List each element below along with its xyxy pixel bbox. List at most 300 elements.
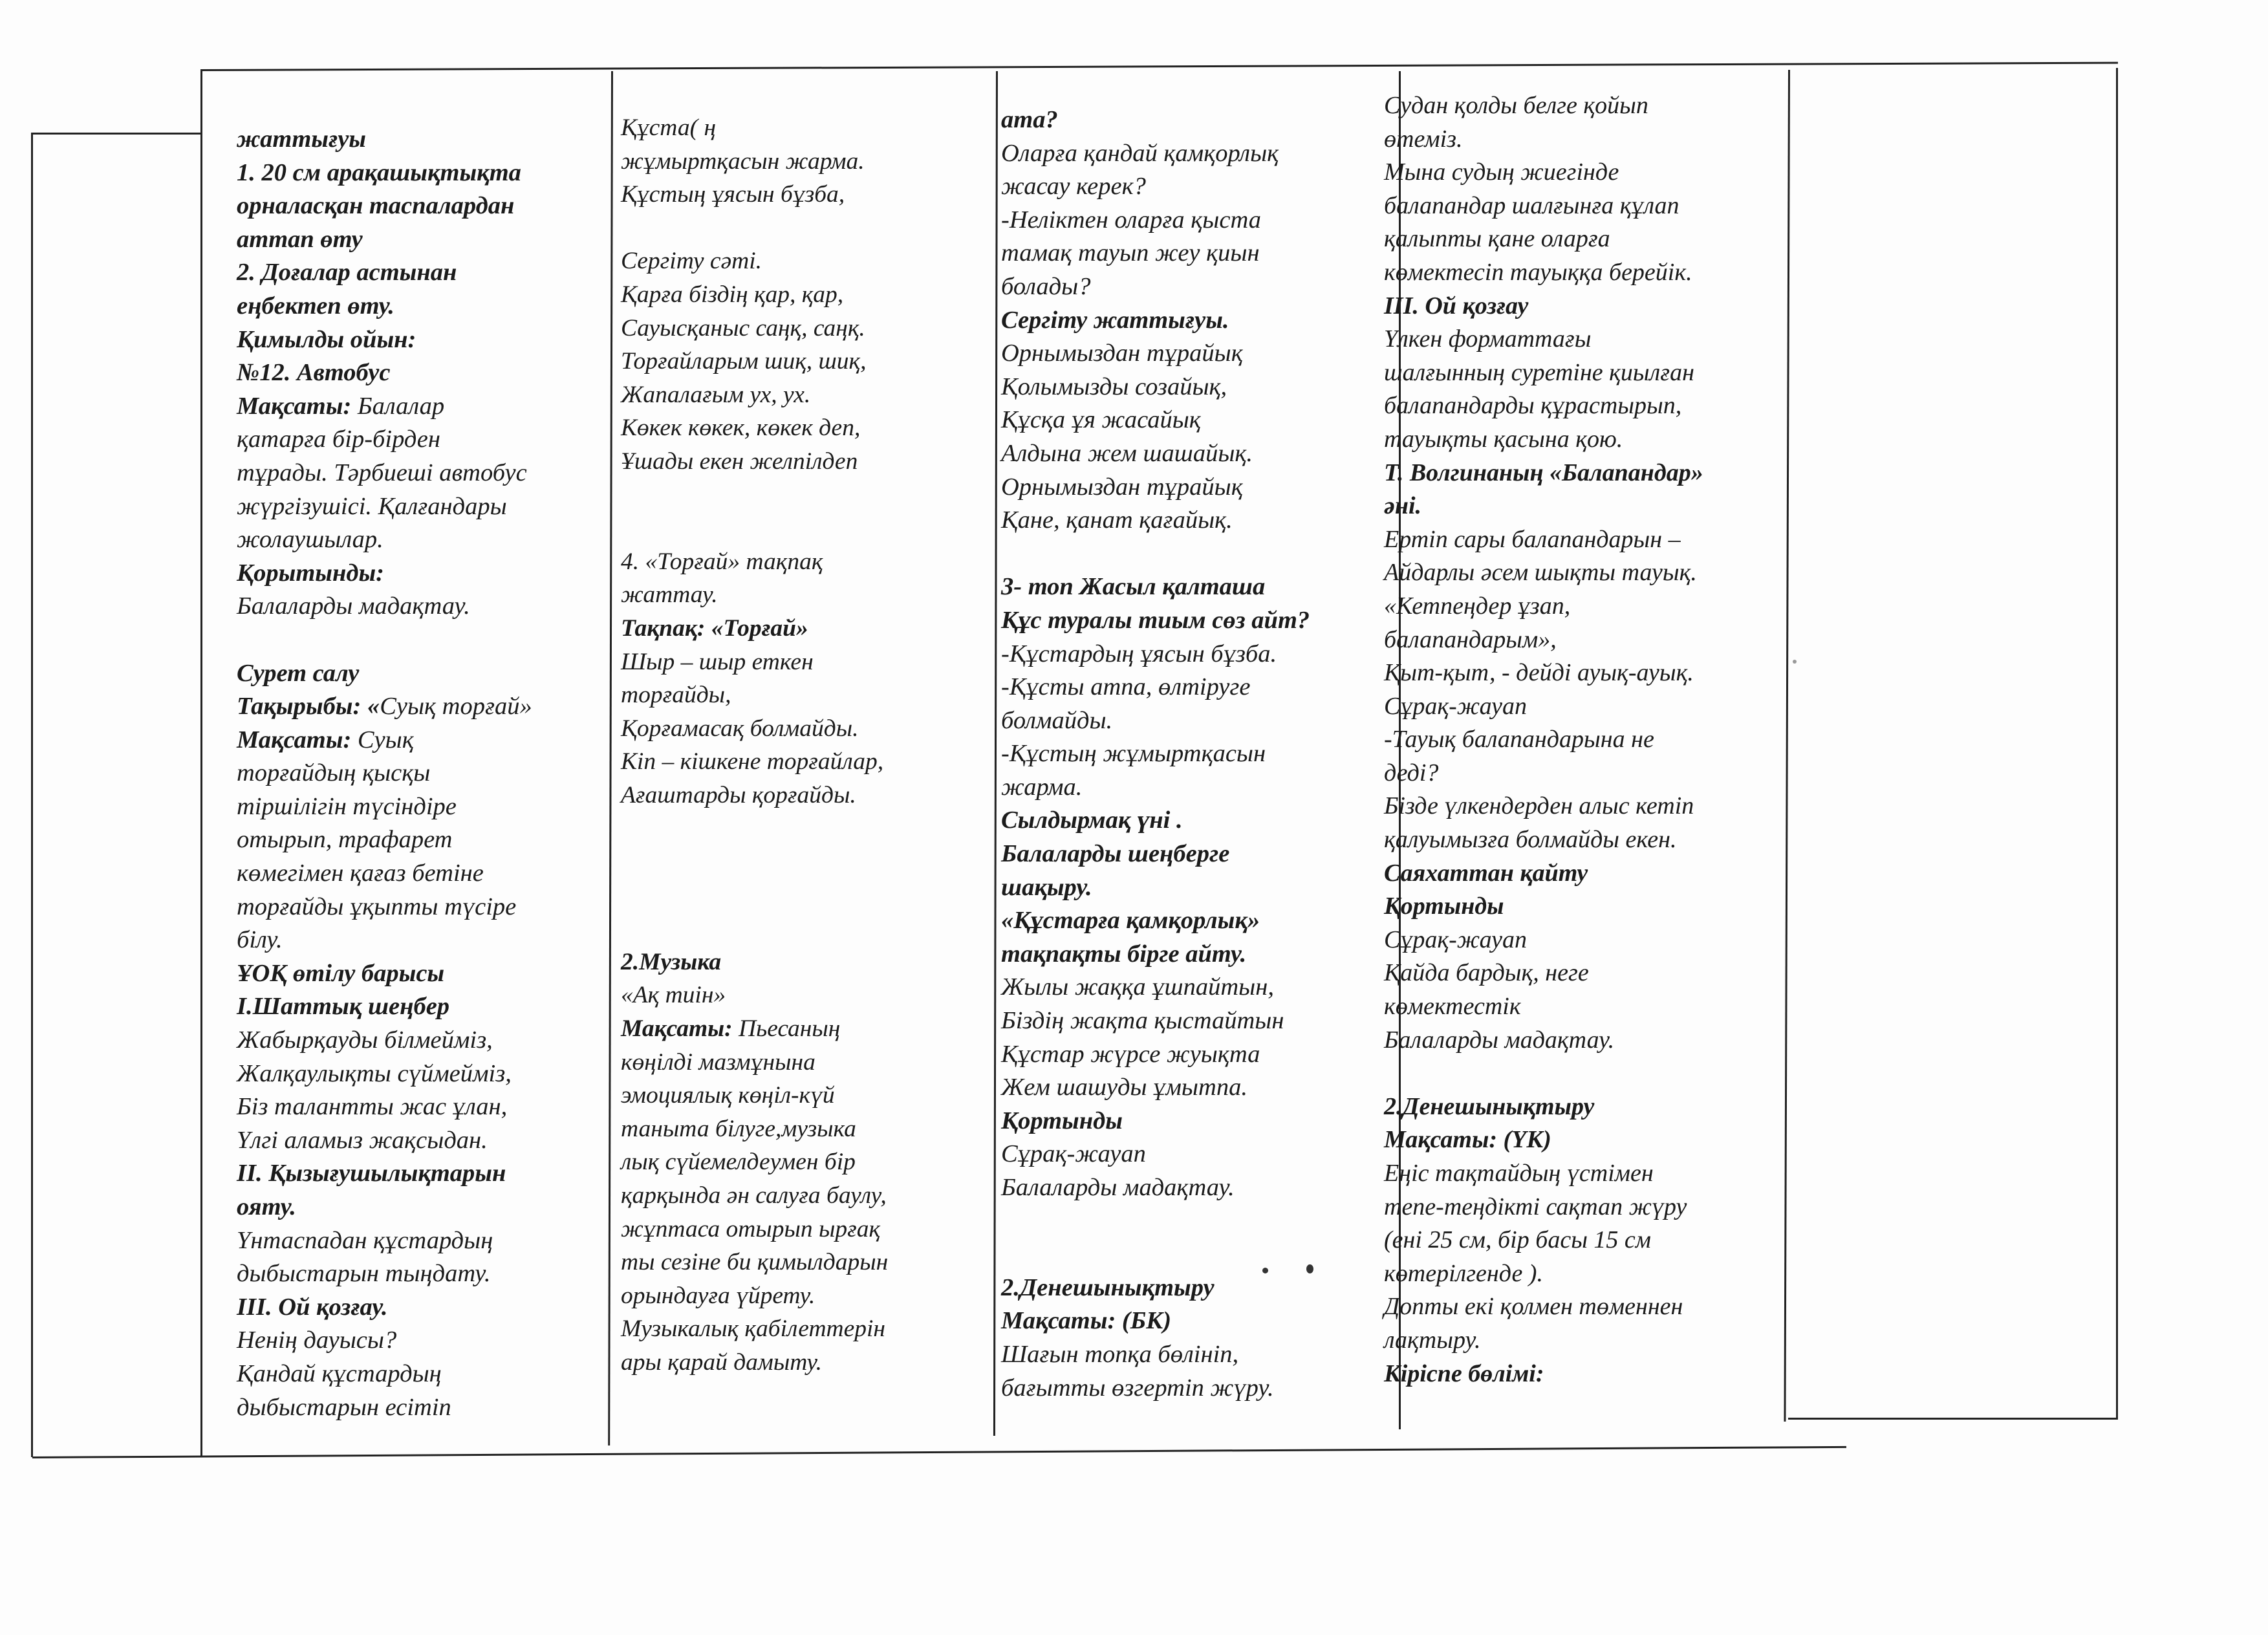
body-text: Алдына жем шашайық.: [1001, 439, 1253, 467]
bold-text: Мақсаты: (БК): [1001, 1307, 1172, 1335]
table-top-border: [200, 62, 2118, 71]
text-line: [1384, 1324, 1703, 1358]
bold-text: Қортынды: [1001, 1107, 1123, 1134]
text-line: [237, 891, 532, 924]
bold-text: 2.Денешынықтыру: [1384, 1092, 1595, 1120]
text-line: [621, 1179, 888, 1213]
body-text: ары қарай дамыту.: [621, 1348, 823, 1376]
body-text: дыбыстарын тыңдату.: [237, 1260, 491, 1288]
col-divider-1: [200, 71, 202, 1456]
bold-text: Қимылды ойын:: [237, 325, 416, 353]
bold-text: шақыру.: [1001, 873, 1092, 901]
text-line: [1384, 590, 1703, 623]
body-text: эмоциялық көңіл-күй: [621, 1082, 835, 1109]
body-text: Пьесаның: [732, 1015, 841, 1043]
text-line: [1384, 723, 1703, 757]
body-text: Айдарлы әсем шықты тауық.: [1384, 559, 1697, 587]
text-line: [1001, 838, 1310, 871]
text-line: [621, 1246, 888, 1279]
body-text: көңілді мазмұнына: [621, 1048, 815, 1076]
text-line: [1001, 971, 1310, 1004]
body-text: -Құстардың ұясын бұзба.: [1001, 640, 1277, 667]
bold-text: Мақсаты:: [621, 1015, 733, 1043]
body-text: Ағаштарды қорғайды.: [621, 781, 856, 808]
blank-line: [1001, 537, 1310, 571]
body-text: жаттау.: [621, 581, 718, 609]
text-line: [1001, 604, 1310, 638]
text-line: [1384, 690, 1703, 724]
bold-text: Тақырыбы: «: [237, 693, 380, 720]
text-line: [1384, 290, 1703, 323]
scan-speck: [1262, 1268, 1268, 1273]
text-line: [237, 157, 532, 190]
text-line: [1384, 1123, 1703, 1157]
body-text: тамақ тауып жеу қиын: [1001, 239, 1260, 267]
text-line: [237, 323, 532, 357]
body-text: балапандарым»,: [1384, 625, 1557, 653]
column-2-text: [237, 123, 532, 1424]
bold-text: жаттығуы: [237, 125, 367, 153]
body-text: «Ақ тиін»: [621, 982, 726, 1009]
text-line: [621, 411, 888, 445]
text-line: [621, 111, 888, 145]
text-line: [1001, 804, 1310, 838]
body-text: торғайды,: [621, 682, 731, 709]
body-text: Кіп – кішкене торғайлар,: [621, 748, 884, 775]
bold-text: Мақсаты:: [237, 726, 352, 753]
bold-text: Саяхаттан қайту: [1384, 859, 1588, 887]
text-line: [237, 957, 532, 991]
text-line: [1384, 656, 1703, 690]
body-text: өтеміз.: [1384, 125, 1463, 153]
body-text: Оларға қандай қамқорлық: [1001, 139, 1279, 167]
text-line: [1001, 771, 1310, 805]
body-text: тұрады. Тәрбиеші автобус: [237, 459, 527, 486]
text-line: [621, 378, 888, 412]
scan-speck: [1306, 1264, 1313, 1273]
table-top-border-left: [32, 133, 202, 135]
body-text: қалыпты қане оларға: [1384, 225, 1610, 253]
text-line: [1001, 404, 1310, 437]
text-line: [237, 857, 532, 891]
body-text: (ені 25 см, бір басы 15 см: [1384, 1226, 1652, 1254]
text-line: [621, 312, 888, 345]
bold-text: Қортынды: [1384, 893, 1504, 920]
blank-line: [1384, 1057, 1703, 1090]
text-line: [237, 290, 532, 323]
body-text: балапандар шалғынға құлап: [1384, 191, 1679, 219]
blank-line: [621, 479, 888, 512]
text-line: [1384, 1090, 1703, 1124]
blank-line: [621, 879, 888, 913]
body-text: Жем шашуды ұмытпа.: [1001, 1074, 1247, 1101]
body-text: Жапалағым ух, ух.: [621, 381, 811, 408]
body-text: жүргізушісі. Қалғандары: [237, 492, 507, 520]
text-line: [1384, 890, 1703, 924]
body-text: көмектестік: [1384, 993, 1521, 1021]
text-line: [1384, 389, 1703, 423]
text-line: [1001, 1372, 1310, 1405]
text-line: [1384, 1191, 1703, 1224]
body-text: Қыт-қыт, - дейді ауық-ауық.: [1384, 659, 1694, 687]
body-text: дыбыстарын есітіп: [237, 1393, 451, 1421]
body-text: таныта білуге,музыка: [621, 1115, 856, 1142]
body-text: Үнтаспадан құстардың: [237, 1226, 493, 1254]
body-text: Қане, қанат қағайық.: [1001, 506, 1233, 534]
body-text: торғайды ұқыпты түсіре: [237, 893, 517, 920]
text-line: [1001, 1272, 1310, 1305]
text-line: [1001, 103, 1310, 137]
body-text: Қорғамасақ болмайды.: [621, 715, 859, 742]
text-line: [621, 612, 888, 645]
text-line: [1001, 638, 1310, 671]
text-line: [1001, 137, 1310, 171]
text-line: [237, 189, 532, 223]
text-line: [237, 724, 532, 757]
text-line: [1001, 237, 1310, 270]
bold-text: Балаларды шеңберге: [1001, 840, 1230, 868]
text-line: [1001, 204, 1310, 237]
col-divider-5: [1784, 70, 1790, 1422]
body-text: Біз талантты жас ұлан,: [237, 1093, 508, 1121]
text-line: [621, 979, 888, 1012]
body-text: 4. «Торғай» тақпақ: [621, 548, 823, 575]
text-line: [1384, 323, 1703, 356]
body-text: қатарға бір-бірден: [237, 426, 440, 453]
text-line: [237, 423, 532, 457]
body-text: Қарға біздің қар, қар,: [621, 281, 844, 308]
text-line: [1001, 1004, 1310, 1038]
bold-text: 2.Музыка: [621, 948, 722, 975]
body-text: Торғайларым шиқ, шиқ,: [621, 348, 867, 375]
body-text: Жылы жаққа ұшпайтын,: [1001, 973, 1274, 1001]
col-divider-3: [993, 71, 998, 1436]
bold-text: №12. Автобус: [237, 359, 391, 387]
text-line: [237, 1324, 532, 1358]
text-line: [237, 1358, 532, 1391]
text-line: [237, 823, 532, 857]
body-text: балапандарды құрастырып,: [1384, 392, 1682, 420]
text-line: [621, 1079, 888, 1112]
text-line: [1384, 757, 1703, 790]
text-line: [237, 256, 532, 290]
body-text: Мына судың жиегінде: [1384, 158, 1619, 186]
text-line: [1384, 490, 1703, 523]
table-bottom-right: [1788, 1418, 2118, 1420]
body-text: болмайды.: [1001, 706, 1113, 734]
blank-line: [1001, 1205, 1310, 1239]
text-line: [621, 145, 888, 179]
text-line: [1384, 123, 1703, 157]
body-text: Қандай құстардың: [237, 1359, 442, 1387]
text-line: [621, 1012, 888, 1046]
blank-line: [1001, 1238, 1310, 1272]
text-line: [1001, 1105, 1310, 1138]
body-text: Бізде үлкендерден алыс кетіп: [1384, 792, 1694, 820]
text-line: [1384, 1358, 1703, 1391]
body-text: Сұрақ-жауап: [1001, 1140, 1146, 1168]
text-line: [237, 223, 532, 257]
text-line: [237, 490, 532, 524]
text-line: [621, 946, 888, 979]
body-text: тауықты қасына қою.: [1384, 425, 1623, 453]
table-bottom-border: [32, 1446, 1846, 1458]
text-line: [1384, 356, 1703, 390]
bold-text: III. Ой қозғау: [1384, 292, 1529, 319]
text-line: [1001, 1171, 1310, 1205]
text-line: [621, 345, 888, 378]
bold-text: Қорытынды:: [237, 559, 384, 587]
text-line: [237, 390, 532, 424]
body-text: көмектесіп тауыққа берейік.: [1384, 258, 1692, 286]
bold-text: ояту.: [237, 1193, 296, 1220]
body-text: Ненің дауысы?: [237, 1326, 397, 1354]
text-line: [237, 1191, 532, 1224]
text-line: [1001, 871, 1310, 905]
body-text: Допты екі қолмен төменнен: [1384, 1293, 1683, 1321]
text-line: [237, 557, 532, 590]
text-line: [237, 1090, 532, 1124]
text-line: [621, 1145, 888, 1179]
text-line: [1001, 1305, 1310, 1338]
text-line: [621, 178, 888, 211]
text-line: [1384, 1024, 1703, 1057]
body-text: қарқында ән салуға баулу,: [621, 1182, 887, 1209]
text-line: [237, 790, 532, 824]
body-text: -Тауық балапандарына не: [1384, 726, 1654, 753]
body-text: Балалар: [351, 392, 445, 420]
bold-text: 2.Денешынықтыру: [1001, 1273, 1215, 1301]
text-line: [1384, 924, 1703, 957]
text-line: [1001, 504, 1310, 537]
text-line: [621, 545, 888, 579]
text-line: [237, 924, 532, 957]
body-text: жасау керек?: [1001, 173, 1146, 200]
text-line: [1001, 938, 1310, 971]
text-line: [1384, 423, 1703, 457]
body-text: -Құсты атпа, өлтіруге: [1001, 673, 1251, 701]
text-line: [1384, 523, 1703, 557]
text-line: [621, 712, 888, 746]
text-line: [1001, 671, 1310, 704]
body-text: Ертіп сары балапандарын –: [1384, 525, 1681, 553]
blank-line: [237, 623, 532, 657]
col-divider-2: [608, 71, 613, 1446]
body-text: Құстың ұясын бұзба,: [621, 181, 845, 208]
body-text: Балаларды мадақтау.: [1384, 1026, 1615, 1054]
bold-text: 2. Доғалар астынан: [237, 259, 457, 287]
bold-text: 1. 20 см арақашықтықта: [237, 158, 521, 186]
text-line: [237, 1257, 532, 1291]
column-4-text: [1001, 103, 1310, 1405]
text-line: [237, 1224, 532, 1258]
text-line: [237, 123, 532, 157]
table-right-border: [2116, 68, 2118, 1418]
bold-text: ҰОҚ өтілу барысы: [237, 959, 445, 987]
body-text: -Құстың жұмыртқасын: [1001, 740, 1266, 768]
bold-text: Мақсаты:: [237, 392, 352, 420]
bold-text: ата?: [1001, 106, 1058, 133]
bold-text: Т. Волгинаның «Балапандар»: [1384, 459, 1703, 486]
text-line: [621, 1046, 888, 1079]
bold-text: Сергіту жаттығуы.: [1001, 306, 1229, 334]
blank-line: [621, 512, 888, 545]
text-line: [1001, 437, 1310, 471]
text-line: [621, 244, 888, 278]
body-text: орындауға үйрету.: [621, 1282, 815, 1309]
body-text: Құсқа ұя жасайық: [1001, 406, 1201, 434]
bold-text: III. Ой қозғау.: [237, 1293, 388, 1321]
text-line: [621, 645, 888, 679]
text-line: [1001, 737, 1310, 771]
body-text: Музыкалық қабілеттерін: [621, 1316, 886, 1343]
body-text: ты сезіне би қимылдарын: [621, 1249, 889, 1276]
text-line: [1001, 1338, 1310, 1372]
body-text: Шағын топқа бөлініп,: [1001, 1340, 1239, 1368]
body-text: тіршілігін түсіндіре: [237, 792, 457, 820]
text-line: [1001, 904, 1310, 938]
bold-text: Сылдырмақ үні .: [1001, 807, 1183, 834]
body-text: Судан қолды белге қойып: [1384, 92, 1648, 119]
body-text: жолаушылар.: [237, 526, 383, 554]
bold-text: орналасқан таспалардан: [237, 192, 515, 220]
text-line: [1001, 1038, 1310, 1072]
text-line: [1384, 823, 1703, 857]
body-text: Жабырқауды білмейміз,: [237, 1026, 493, 1054]
bold-text: Мақсаты: (ҮК): [1384, 1126, 1551, 1154]
text-line: [1384, 1224, 1703, 1257]
text-line: [621, 1346, 888, 1380]
text-line: [621, 445, 888, 479]
text-line: [1001, 170, 1310, 204]
body-text: жұптаса отырып ырғақ: [621, 1215, 881, 1242]
text-line: [1384, 156, 1703, 189]
body-text: деді?: [1384, 759, 1439, 786]
body-text: Қайда бардық, неге: [1384, 959, 1589, 987]
column-5-text: [1384, 89, 1703, 1391]
body-text: отырып, трафарет: [237, 826, 453, 854]
bold-text: I.Шаттық шеңбер: [237, 993, 450, 1021]
body-text: Қолымызды созайық,: [1001, 373, 1227, 400]
bold-text: Сурет салу: [237, 659, 360, 687]
text-line: [1001, 304, 1310, 338]
text-line: [237, 1024, 532, 1057]
text-line: [237, 457, 532, 490]
body-text: қалуымызға болмайды екен.: [1384, 826, 1677, 854]
text-line: [1384, 990, 1703, 1024]
bold-text: Кіріспе бөлімі:: [1384, 1359, 1544, 1387]
body-text: Сергіту сәті.: [621, 248, 762, 275]
table-left-border: [31, 133, 33, 1457]
text-line: [1001, 337, 1310, 371]
body-text: торғайдың қысқы: [237, 759, 431, 787]
body-text: «Кетпеңдер ұзап,: [1384, 592, 1571, 620]
blank-line: [621, 812, 888, 845]
text-line: [1384, 790, 1703, 823]
body-text: Құстар жүрсе жуықта: [1001, 1040, 1260, 1068]
body-text: Шыр – шыр еткен: [621, 648, 814, 675]
text-line: [1384, 556, 1703, 590]
text-line: [237, 1291, 532, 1325]
body-text: жарма.: [1001, 773, 1083, 801]
text-line: [1001, 371, 1310, 404]
text-line: [1384, 256, 1703, 290]
text-line: [1384, 857, 1703, 891]
body-text: көтерілгенде ).: [1384, 1259, 1543, 1287]
text-line: [237, 523, 532, 557]
text-line: [1384, 189, 1703, 223]
bold-text: 3- топ Жасыл қалташа: [1001, 573, 1266, 601]
body-text: Ұшады екен желпілдеп: [621, 448, 858, 475]
body-text: білу.: [237, 926, 283, 954]
text-line: [1384, 1157, 1703, 1191]
body-text: лақтыру.: [1384, 1326, 1481, 1354]
column-3-text: [621, 111, 888, 1380]
text-line: [621, 1112, 888, 1146]
text-line: [237, 590, 532, 623]
bold-text: аттап өту: [237, 225, 363, 253]
body-text: тепе-теңдікті сақтап жүру: [1384, 1193, 1687, 1220]
text-line: [1001, 471, 1310, 504]
text-line: [621, 745, 888, 779]
body-text: Сұрақ-жауап: [1384, 692, 1527, 720]
bold-text: Құс туралы тиым сөз айт?: [1001, 606, 1310, 634]
body-text: Орнымыздан тұрайық: [1001, 340, 1243, 367]
text-line: [237, 990, 532, 1024]
body-text: Сауысқаныс саңқ, саңқ.: [621, 314, 865, 341]
body-text: Сұрақ-жауап: [1384, 926, 1527, 953]
text-line: [237, 690, 532, 724]
text-line: [621, 1213, 888, 1246]
text-line: [1001, 1071, 1310, 1105]
text-line: [1384, 457, 1703, 490]
body-text: Орнымыздан тұрайық: [1001, 473, 1243, 501]
text-line: [237, 1157, 532, 1191]
text-line: [621, 678, 888, 712]
text-line: [237, 1124, 532, 1158]
body-text: Суық торғай»: [380, 693, 532, 720]
blank-line: [621, 912, 888, 946]
text-line: [237, 1057, 532, 1091]
scan-speck: [1793, 660, 1797, 664]
body-text: Еңіс тақтайдың үстімен: [1384, 1160, 1654, 1187]
body-text: жұмыртқасын жарма.: [621, 147, 865, 175]
body-text: лық сүйемелдеумен бір: [621, 1149, 856, 1176]
body-text: Құста( ң: [621, 114, 717, 141]
text-line: [237, 1391, 532, 1425]
text-line: [1001, 270, 1310, 304]
body-text: Балаларды мадақтау.: [237, 592, 470, 620]
bold-text: тақпақты бірге айту.: [1001, 940, 1247, 968]
text-line: [1001, 570, 1310, 604]
text-line: [237, 356, 532, 390]
text-line: [621, 578, 888, 612]
bold-text: II. Қызығушылықтарын: [237, 1160, 506, 1187]
body-text: Көкек көкек, көкек деп,: [621, 415, 861, 442]
text-line: [237, 757, 532, 790]
body-text: Жалқаулықты сүймейміз,: [237, 1059, 512, 1087]
body-text: шалғынның суретіне қиылған: [1384, 358, 1694, 386]
body-text: -Неліктен оларға қыста: [1001, 206, 1261, 233]
text-line: [621, 278, 888, 312]
body-text: Үлкен форматтағы: [1384, 325, 1592, 353]
text-line: [1384, 1290, 1703, 1324]
body-text: көмегімен қағаз бетіне: [237, 860, 484, 887]
blank-line: [621, 845, 888, 879]
text-line: [1384, 1257, 1703, 1291]
body-text: бағытты өзгертіп жүру.: [1001, 1374, 1274, 1402]
body-text: болады?: [1001, 272, 1091, 300]
